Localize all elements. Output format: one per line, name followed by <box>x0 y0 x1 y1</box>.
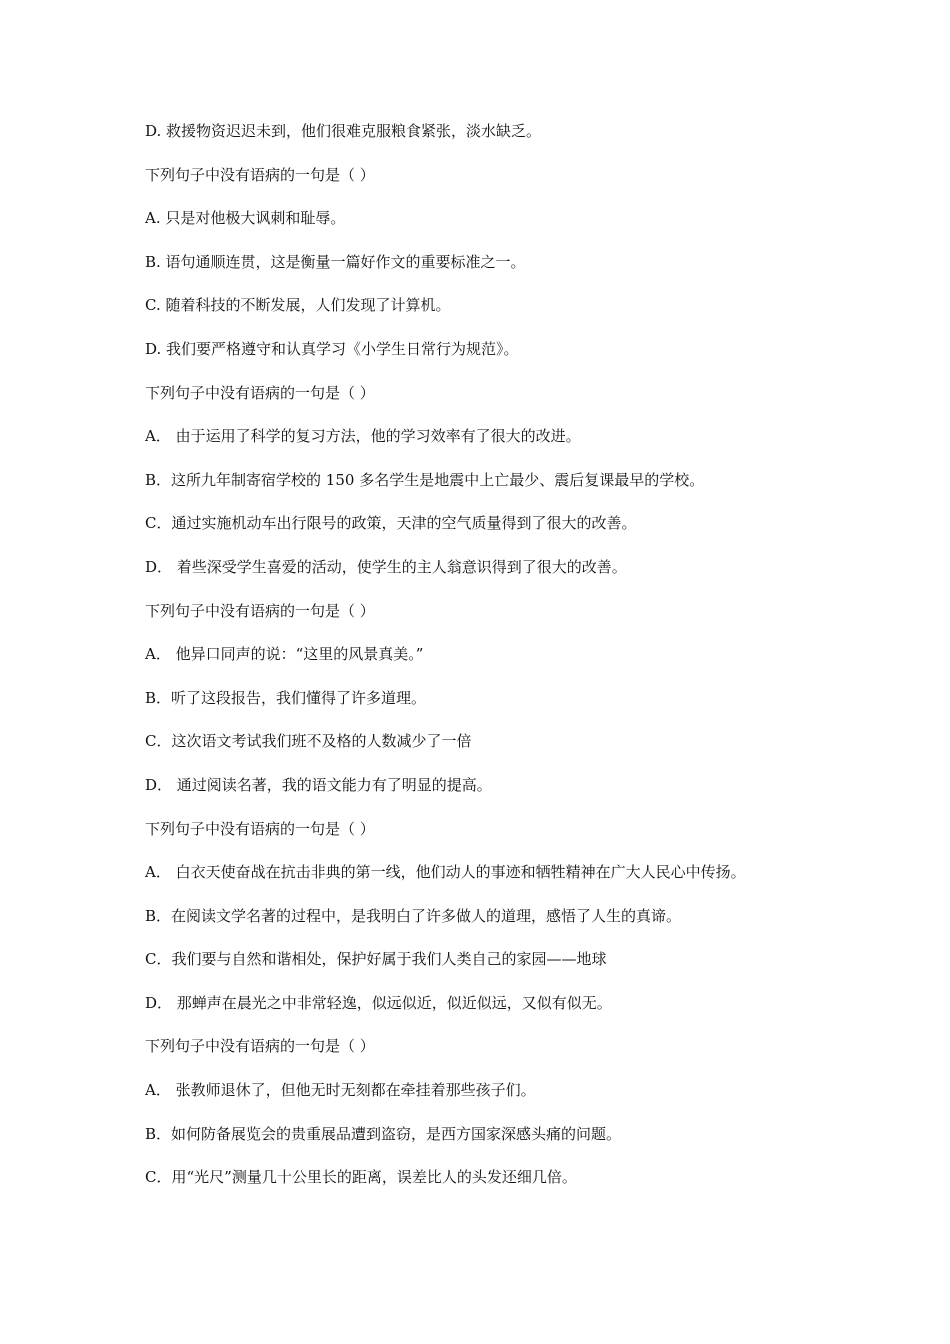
question-list <box>145 121 845 1211</box>
question-stem: 下列句子中没有语病的一句是（ ） <box>145 165 375 184</box>
option-line: C．用“光尺”测量几十公里长的距离，误差比人的头发还细几倍。 <box>145 1168 577 1187</box>
option-line: B．这所九年制寄宿学校的 150 多名学生是地震中上亡最少、震后复课最早的学校。 <box>145 470 705 489</box>
option-line: A． 由于运用了科学的复习方法，他的学习效率有了很大的改进。 <box>145 427 581 446</box>
question-stem: 下列句子中没有语病的一句是（ ） <box>145 601 375 620</box>
option-line: C. 随着科技的不断发展，人们发现了计算机。 <box>145 296 451 315</box>
option-line: D． 着些深受学生喜爱的活动，使学生的主人翁意识得到了很大的改善。 <box>145 557 627 576</box>
question-stem: 下列句子中没有语病的一句是（ ） <box>145 1037 375 1056</box>
option-line: D. 我们要严格遵守和认真学习《小学生日常行为规范》。 <box>145 339 519 358</box>
option-line: A. 只是对他极大讽刺和耻辱。 <box>145 209 346 228</box>
option-line: B．在阅读文学名著的过程中，是我明白了许多做人的道理，感悟了人生的真谛。 <box>145 906 682 925</box>
option-line: A． 他异口同声的说：“这里的风景真美。” <box>145 645 424 664</box>
option-line: B．如何防备展览会的贵重展品遭到盗窃，是西方国家深感头痛的问题。 <box>145 1124 622 1143</box>
option-line: D． 那蝉声在晨光之中非常轻逸，似远似近，似近似远，又似有似无。 <box>145 993 612 1012</box>
option-line: C．我们要与自然和谐相处，保护好属于我们人类自己的家园——地球 <box>145 950 607 969</box>
question-stem: 下列句子中没有语病的一句是（ ） <box>145 383 375 402</box>
option-line: A． 白衣天使奋战在抗击非典的第一线，他们动人的事迹和牺牲精神在广大人民心中传扬。 <box>145 863 746 882</box>
option-line: C．这次语文考试我们班不及格的人数减少了一倍 <box>145 732 472 751</box>
option-line: A． 张教师退休了，但他无时无刻都在牵挂着那些孩子们。 <box>145 1081 536 1100</box>
option-line: C．通过实施机动车出行限号的政策，天津的空气质量得到了很大的改善。 <box>145 514 637 533</box>
option-line: B．听了这段报告，我们懂得了许多道理。 <box>145 688 427 707</box>
question-stem: 下列句子中没有语病的一句是（ ） <box>145 819 375 838</box>
option-line: D. 救援物资迟迟未到，他们很难克服粮食紧张，淡水缺乏。 <box>145 122 542 140</box>
option-line: B. 语句通顺连贯，这是衡量一篇好作文的重要标准之一。 <box>145 252 526 271</box>
option-line: D． 通过阅读名著，我的语文能力有了明显的提高。 <box>145 775 492 794</box>
